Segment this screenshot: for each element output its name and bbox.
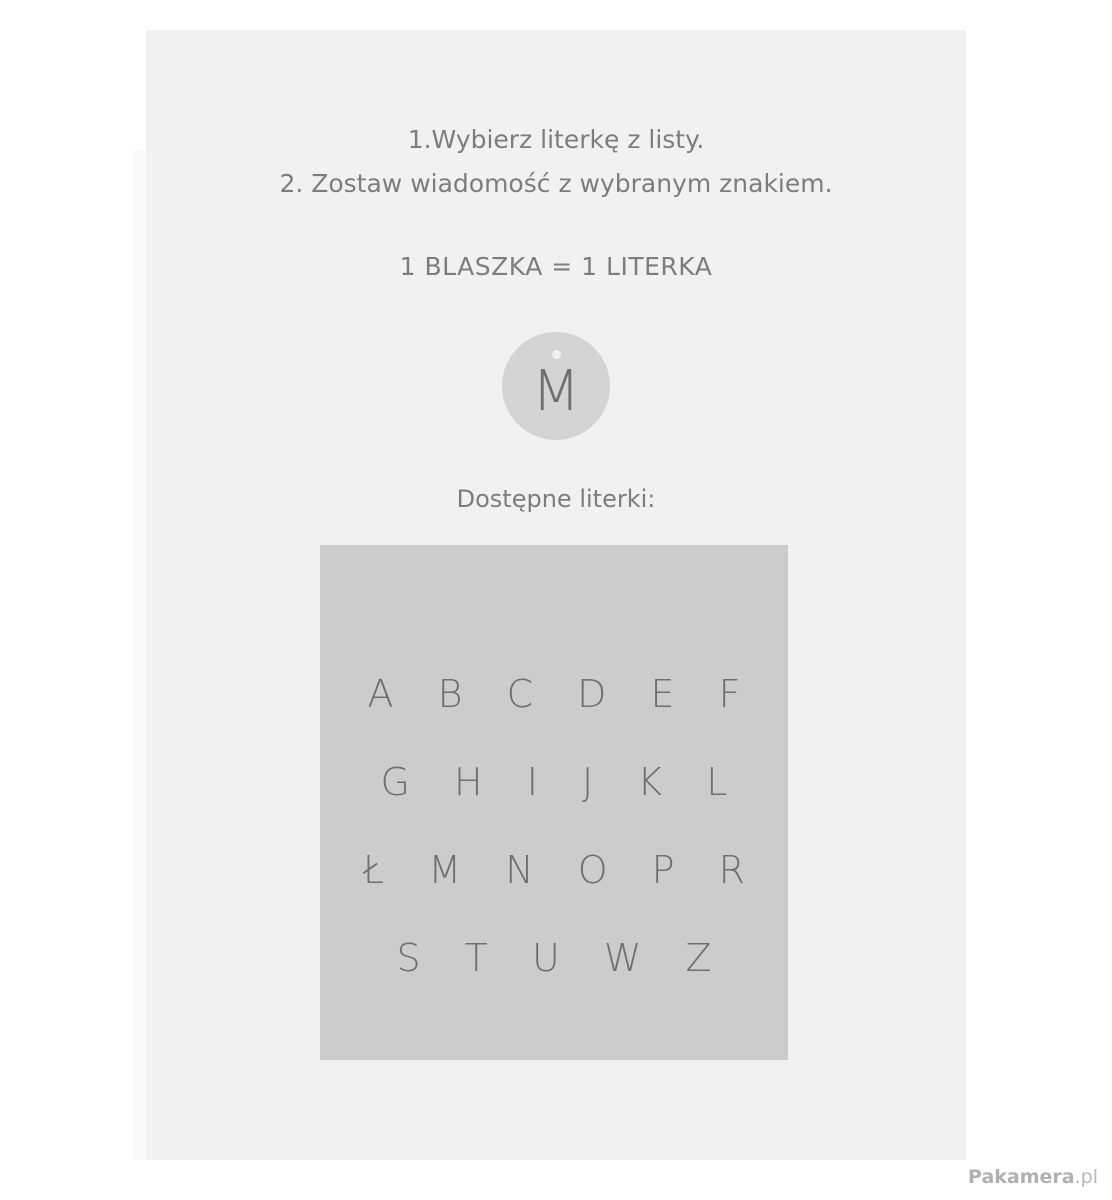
available-letters-label: Dostępne literki: <box>456 485 656 513</box>
instructions-block <box>146 118 966 206</box>
letters-row: G H I J K L <box>380 760 744 804</box>
watermark-brand: Pakamera <box>968 1166 1075 1188</box>
charm-letter: M <box>531 359 581 424</box>
watermark-suffix: .pl <box>1074 1166 1098 1188</box>
instruction-line-1: 1.Wybierz literkę z listy. <box>407 125 705 154</box>
instruction-line-2: 2. Zostaw wiadomość z wybranym znakiem. <box>279 169 833 198</box>
letters-row: Ł M N O P R <box>362 848 762 892</box>
price-equation-text: 1 BLASZKA = 1 LITERKA <box>399 252 713 281</box>
available-letters-panel <box>320 545 788 1060</box>
watermark <box>968 1166 1098 1188</box>
letters-row: S T U W Z <box>396 936 728 980</box>
letters-row: A B C D E F <box>367 672 757 716</box>
letters-grid <box>320 650 788 1002</box>
charm-hole-icon <box>552 350 561 359</box>
charm-pendant-icon <box>502 332 610 440</box>
product-image-card <box>146 30 966 1160</box>
